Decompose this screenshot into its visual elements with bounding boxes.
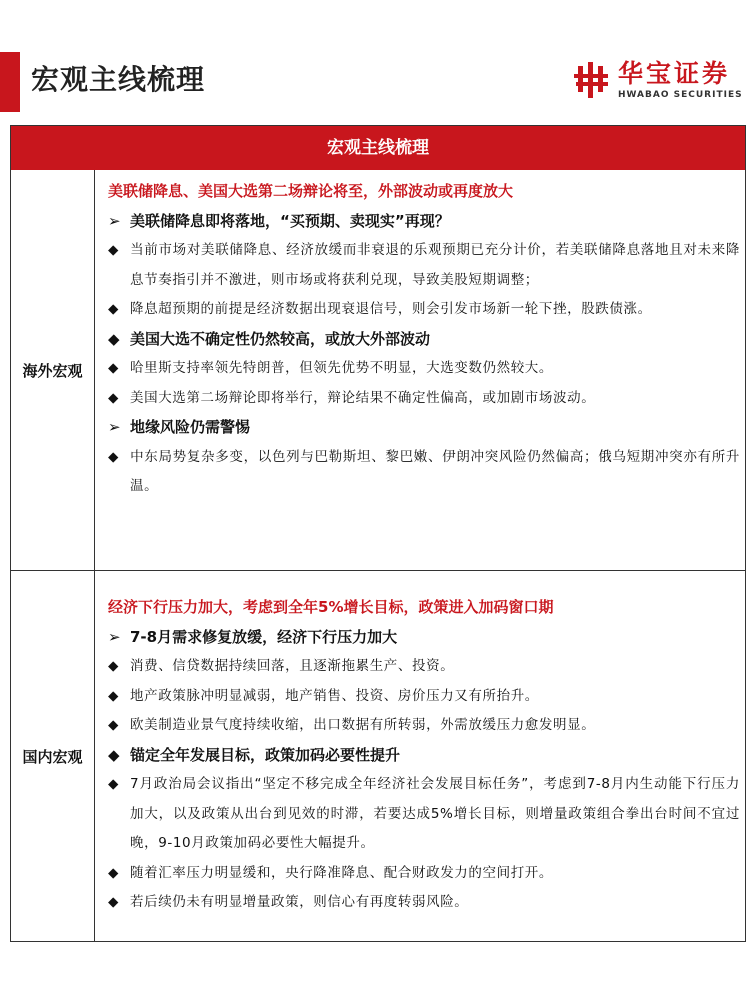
- page-title: 宏观主线梳理: [31, 63, 206, 96]
- arrow-heading: ➢ 地缘风险仍需警惕: [108, 413, 740, 443]
- bullet-item: ◆ 当前市场对美联储降息、经济放缓而非衰退的乐观预期已充分计价，若美联储降息落地且对未来降息节奏指引并不激进，则市场或将获利兑现，导致美股短期调整；: [108, 236, 740, 295]
- row-content-domestic: [96, 593, 746, 918]
- logo-english-name: HWABAO SECURITIES: [618, 90, 743, 100]
- company-logo: [574, 59, 750, 102]
- macro-table: [10, 125, 746, 942]
- row-label-domestic: 国内宏观: [11, 571, 95, 941]
- row-content-overseas: [96, 177, 746, 502]
- bullet-item: ◆ 7月政治局会议指出“坚定不移完成全年经济社会发展目标任务”，考虑到7-8月内生动能下行压力加大，以及政策从出台到见效的时滞，若要达成5%增长目标，则增量政策组合拳出台时间不宜过晚，9-10月政策加码必要性大幅提升。: [108, 770, 740, 859]
- bullet-item: ◆ 中东局势复杂多变，以色列与巴勒斯坦、黎巴嫩、伊朗冲突风险仍然偏高；俄乌短期冲突亦有所升温。: [108, 443, 740, 502]
- section-headline: 美联储降息、美国大选第二场辩论将至，外部波动或再度放大: [108, 182, 514, 200]
- row-divider: [11, 570, 745, 571]
- row-label-overseas: 海外宏观: [11, 170, 95, 570]
- hwabao-logo-icon: [574, 62, 610, 98]
- logo-chinese-name: 华宝证券: [618, 59, 731, 88]
- bullet-item: ◆ 消费、信贷数据持续回落，且逐渐拖累生产、投资。: [108, 652, 740, 682]
- table-header: 宏观主线梳理: [11, 126, 745, 170]
- bullet-item: ◆ 若后续仍未有明显增量政策，则信心有再度转弱风险。: [108, 888, 740, 918]
- bullet-item: ◆ 降息超预期的前提是经济数据出现衰退信号，则会引发市场新一轮下挫，股跌债涨。: [108, 295, 740, 325]
- section-headline: 经济下行压力加大，考虑到全年5%增长目标，政策进入加码窗口期: [108, 598, 554, 616]
- arrow-heading: ➢ 美联储降息即将落地，“买预期、卖现实”再现？: [108, 207, 740, 237]
- arrow-heading: ➢ 7-8月需求修复放缓，经济下行压力加大: [108, 623, 740, 653]
- bullet-item: ◆ 美国大选第二场辩论即将举行，辩论结果不确定性偏高，或加剧市场波动。: [108, 384, 740, 414]
- title-accent-bar: [0, 52, 20, 112]
- bullet-item: ◆ 随着汇率压力明显缓和，央行降准降息、配合财政发力的空间打开。: [108, 859, 740, 889]
- bullet-item: ◆ 欧美制造业景气度持续收缩，出口数据有所转弱，外需放缓压力愈发明显。: [108, 711, 740, 741]
- bullet-item: ◆ 哈里斯支持率领先特朗普，但领先优势不明显，大选变数仍然较大。: [108, 354, 740, 384]
- bullet-item: ◆ 地产政策脉冲明显减弱，地产销售、投资、房价压力又有所抬升。: [108, 682, 740, 712]
- diamond-heading: ◆ 锚定全年发展目标，政策加码必要性提升: [108, 741, 740, 771]
- diamond-heading: ◆ 美国大选不确定性仍然较高，或放大外部波动: [108, 325, 740, 355]
